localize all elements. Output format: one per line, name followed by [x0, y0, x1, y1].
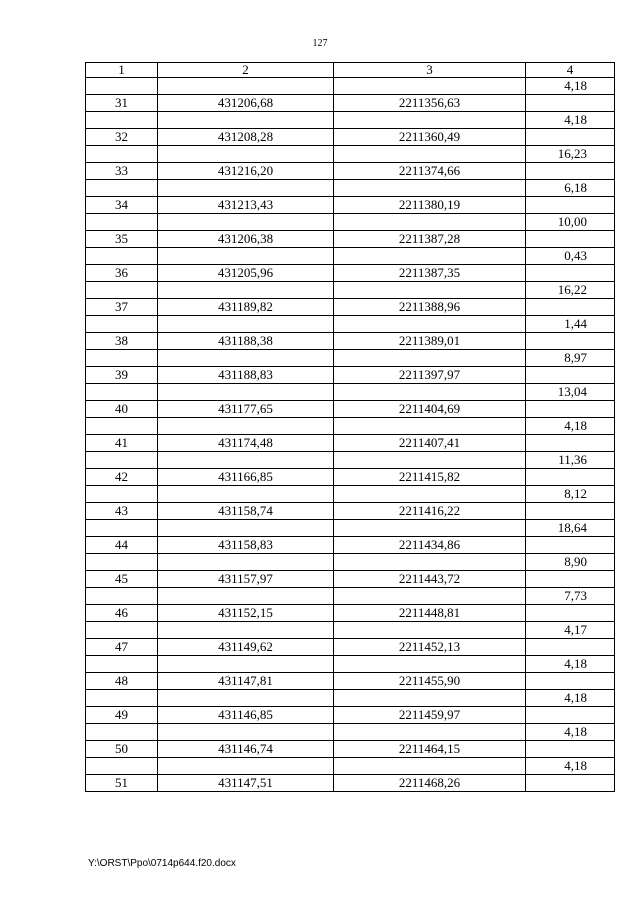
y-coordinate-cell: 2211404,69	[334, 401, 526, 418]
distance-cell: 4,17	[526, 622, 615, 639]
distance-row	[86, 520, 615, 537]
y-coordinate-cell: 2211360,49	[334, 129, 526, 146]
header-col-4: 4	[526, 63, 615, 78]
x-coordinate-cell: 431158,83	[158, 537, 334, 554]
point-row	[86, 775, 615, 792]
y-coordinate-cell: 2211455,90	[334, 673, 526, 690]
point-number-cell: 51	[86, 775, 158, 792]
distance-cell: 16,23	[526, 146, 615, 163]
x-coordinate-cell: 431188,38	[158, 333, 334, 350]
distance-cell: 1,44	[526, 316, 615, 333]
table-header-row	[86, 63, 615, 78]
point-number-cell: 44	[86, 537, 158, 554]
point-number-cell: 35	[86, 231, 158, 248]
y-coordinate-cell: 2211448,81	[334, 605, 526, 622]
point-row	[86, 265, 615, 282]
y-coordinate-cell: 2211388,96	[334, 299, 526, 316]
point-number-cell: 46	[86, 605, 158, 622]
point-row	[86, 129, 615, 146]
x-coordinate-cell: 431158,74	[158, 503, 334, 520]
footer-file-path: Y:\ORST\Ppo\0714p644.f20.docx	[88, 858, 236, 869]
distance-cell: 0,43	[526, 248, 615, 265]
distance-row	[86, 146, 615, 163]
distance-cell: 8,12	[526, 486, 615, 503]
x-coordinate-cell: 431206,68	[158, 95, 334, 112]
distance-row	[86, 316, 615, 333]
point-number-cell: 49	[86, 707, 158, 724]
x-coordinate-cell: 431157,97	[158, 571, 334, 588]
point-number-cell: 43	[86, 503, 158, 520]
distance-row	[86, 622, 615, 639]
point-row	[86, 299, 615, 316]
point-row	[86, 231, 615, 248]
point-row	[86, 707, 615, 724]
point-row	[86, 469, 615, 486]
header-col-2: 2	[158, 63, 334, 78]
point-number-cell: 39	[86, 367, 158, 384]
distance-cell: 18,64	[526, 520, 615, 537]
point-row	[86, 435, 615, 452]
x-coordinate-cell: 431206,38	[158, 231, 334, 248]
coordinates-table-container	[85, 62, 615, 792]
y-coordinate-cell: 2211415,82	[334, 469, 526, 486]
x-coordinate-cell: 431146,85	[158, 707, 334, 724]
point-row	[86, 163, 615, 180]
y-coordinate-cell: 2211468,26	[334, 775, 526, 792]
distance-row	[86, 724, 615, 741]
distance-row	[86, 758, 615, 775]
point-number-cell: 38	[86, 333, 158, 350]
header-col-1: 1	[86, 63, 158, 78]
distance-cell: 4,18	[526, 418, 615, 435]
distance-cell: 6,18	[526, 180, 615, 197]
distance-cell: 7,73	[526, 588, 615, 605]
distance-cell: 4,18	[526, 656, 615, 673]
distance-row	[86, 78, 615, 95]
table-body	[86, 78, 615, 792]
point-row	[86, 639, 615, 656]
point-row	[86, 333, 615, 350]
x-coordinate-cell: 431188,83	[158, 367, 334, 384]
distance-row	[86, 452, 615, 469]
x-coordinate-cell: 431213,43	[158, 197, 334, 214]
x-coordinate-cell: 431146,74	[158, 741, 334, 758]
y-coordinate-cell: 2211464,15	[334, 741, 526, 758]
y-coordinate-cell: 2211452,13	[334, 639, 526, 656]
point-number-cell: 31	[86, 95, 158, 112]
point-number-cell: 42	[86, 469, 158, 486]
point-number-cell: 40	[86, 401, 158, 418]
y-coordinate-cell: 2211389,01	[334, 333, 526, 350]
x-coordinate-cell: 431208,28	[158, 129, 334, 146]
point-number-cell: 50	[86, 741, 158, 758]
distance-row	[86, 418, 615, 435]
distance-cell: 11,36	[526, 452, 615, 469]
distance-cell: 4,18	[526, 724, 615, 741]
point-row	[86, 741, 615, 758]
distance-cell: 4,18	[526, 690, 615, 707]
header-col-3: 3	[334, 63, 526, 78]
x-coordinate-cell: 431152,15	[158, 605, 334, 622]
point-row	[86, 503, 615, 520]
x-coordinate-cell: 431177,65	[158, 401, 334, 418]
point-row	[86, 95, 615, 112]
point-row	[86, 401, 615, 418]
page-number: 127	[312, 38, 328, 49]
y-coordinate-cell: 2211397,97	[334, 367, 526, 384]
distance-row	[86, 486, 615, 503]
distance-row	[86, 690, 615, 707]
distance-cell: 4,18	[526, 758, 615, 775]
point-number-cell: 41	[86, 435, 158, 452]
distance-cell: 4,18	[526, 112, 615, 129]
y-coordinate-cell: 2211380,19	[334, 197, 526, 214]
y-coordinate-cell: 2211459,97	[334, 707, 526, 724]
x-coordinate-cell: 431166,85	[158, 469, 334, 486]
x-coordinate-cell: 431216,20	[158, 163, 334, 180]
x-coordinate-cell: 431174,48	[158, 435, 334, 452]
point-number-cell: 32	[86, 129, 158, 146]
y-coordinate-cell: 2211407,41	[334, 435, 526, 452]
point-row	[86, 673, 615, 690]
distance-row	[86, 554, 615, 571]
x-coordinate-cell: 431147,81	[158, 673, 334, 690]
y-coordinate-cell: 2211387,28	[334, 231, 526, 248]
point-row	[86, 605, 615, 622]
distance-row	[86, 588, 615, 605]
distance-row	[86, 180, 615, 197]
y-coordinate-cell: 2211387,35	[334, 265, 526, 282]
distance-row	[86, 248, 615, 265]
point-row	[86, 571, 615, 588]
y-coordinate-cell: 2211416,22	[334, 503, 526, 520]
y-coordinate-cell: 2211434,86	[334, 537, 526, 554]
x-coordinate-cell: 431149,62	[158, 639, 334, 656]
point-number-cell: 45	[86, 571, 158, 588]
x-coordinate-cell: 431189,82	[158, 299, 334, 316]
distance-row	[86, 282, 615, 299]
point-number-cell: 34	[86, 197, 158, 214]
coordinates-table	[85, 62, 615, 792]
distance-row	[86, 656, 615, 673]
x-coordinate-cell: 431147,51	[158, 775, 334, 792]
x-coordinate-cell: 431205,96	[158, 265, 334, 282]
distance-cell: 13,04	[526, 384, 615, 401]
distance-row	[86, 384, 615, 401]
point-number-cell: 33	[86, 163, 158, 180]
point-number-cell: 47	[86, 639, 158, 656]
point-number-cell: 36	[86, 265, 158, 282]
distance-cell: 10,00	[526, 214, 615, 231]
distance-cell: 16,22	[526, 282, 615, 299]
point-row	[86, 367, 615, 384]
distance-row	[86, 350, 615, 367]
distance-cell: 8,97	[526, 350, 615, 367]
y-coordinate-cell: 2211443,72	[334, 571, 526, 588]
point-row	[86, 537, 615, 554]
distance-row	[86, 214, 615, 231]
distance-row	[86, 112, 615, 129]
point-row	[86, 197, 615, 214]
y-coordinate-cell: 2211356,63	[334, 95, 526, 112]
point-number-cell: 37	[86, 299, 158, 316]
point-number-cell: 48	[86, 673, 158, 690]
distance-cell: 8,90	[526, 554, 615, 571]
y-coordinate-cell: 2211374,66	[334, 163, 526, 180]
distance-cell: 4,18	[526, 78, 615, 95]
